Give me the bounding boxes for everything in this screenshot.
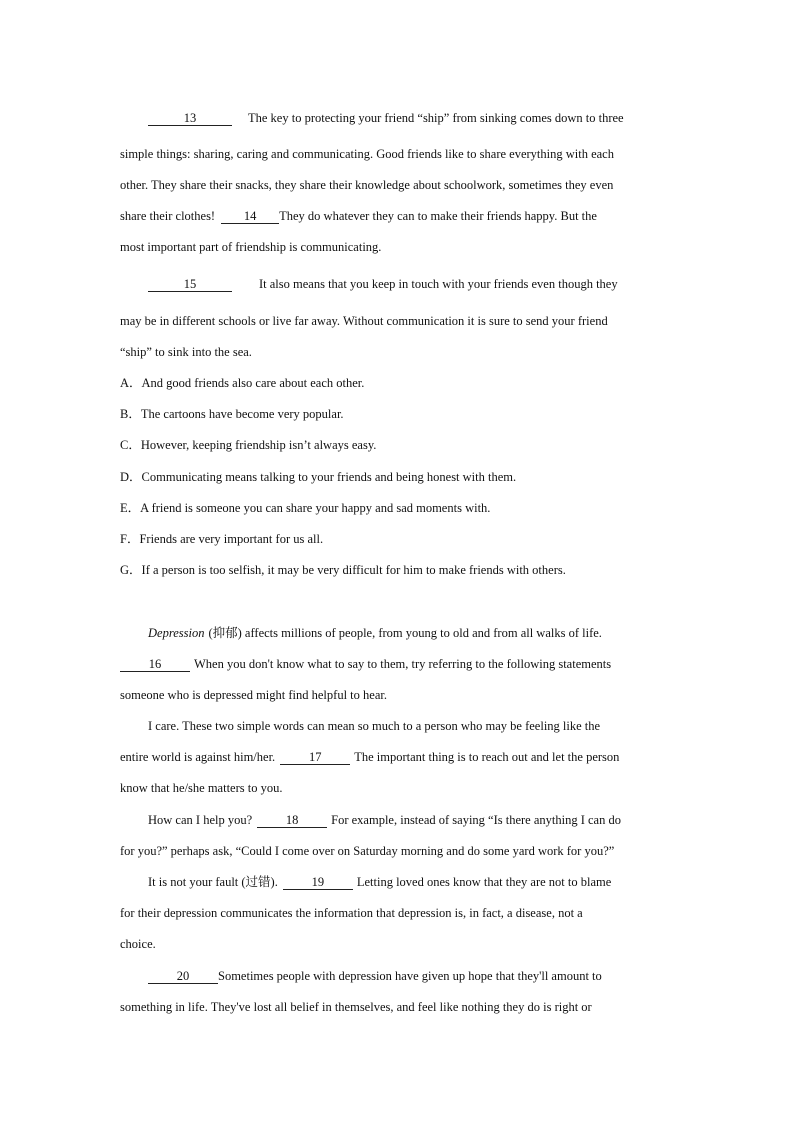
option-c bbox=[120, 437, 376, 453]
fault-line-1 bbox=[148, 874, 611, 890]
option-text: Friends are very important for us all. bbox=[139, 532, 324, 546]
text: The key to protecting your friend “ship” from sinking comes down to three bbox=[248, 111, 624, 125]
paragraph-15-line-3: “ship” to sink into the sea. bbox=[120, 345, 252, 359]
option-letter: F． bbox=[120, 532, 140, 546]
text: Letting loved ones know that they are not to blame bbox=[356, 875, 612, 889]
text: (抑郁) affects millions of people, from young to old and from all walks of life. bbox=[208, 626, 602, 640]
text: entire world is against him/her. bbox=[120, 750, 276, 764]
paragraph-13-line-5: most important part of friendship is communicating. bbox=[120, 240, 382, 254]
option-text: A friend is someone you can share your happy and sad moments with. bbox=[140, 501, 491, 515]
depression-intro-line-1 bbox=[148, 625, 602, 641]
i-care-line-1: I care. These two simple words can mean so much to a person who may be feeling like the bbox=[148, 719, 601, 733]
paragraph-15-line-2: may be in different schools or live far away. Without communication it is sure to send your friend bbox=[120, 314, 608, 328]
hope-line-2: something in life. They've lost all belief in themselves, and feel like nothing they do is right or bbox=[120, 1000, 592, 1014]
fault-line-3: choice. bbox=[120, 937, 156, 951]
option-b bbox=[120, 406, 344, 422]
depression-intro-line-2 bbox=[120, 656, 611, 672]
text: It also means that you keep in touch with your friends even though they bbox=[259, 277, 618, 291]
answer-blank-19[interactable]: 19 bbox=[283, 875, 353, 890]
option-letter: B． bbox=[120, 407, 141, 421]
help-line-1 bbox=[148, 812, 621, 828]
i-care-line-2 bbox=[120, 749, 619, 765]
option-g bbox=[120, 562, 566, 578]
answer-blank-15[interactable]: 15 bbox=[148, 277, 232, 292]
option-f bbox=[120, 531, 323, 547]
text: When you don't know what to say to them, try referring to the following statements bbox=[194, 657, 612, 671]
term-depression: Depression bbox=[148, 626, 205, 640]
option-letter: A． bbox=[120, 376, 142, 390]
option-letter: E． bbox=[120, 501, 141, 515]
option-text: However, keeping friendship isn’t always easy. bbox=[140, 438, 377, 452]
paragraph-13-line-3: other. They share their snacks, they share their knowledge about schoolwork, sometimes they even bbox=[120, 178, 614, 192]
hope-line-1 bbox=[148, 968, 602, 984]
option-a bbox=[120, 375, 364, 391]
text: They do whatever they can to make their friends happy. But the bbox=[279, 209, 597, 223]
text: For example, instead of saying “Is there anything I can do bbox=[331, 813, 621, 827]
text: The important thing is to reach out and let the person bbox=[354, 750, 620, 764]
option-letter: C． bbox=[120, 438, 141, 452]
text: How can I help you? bbox=[148, 813, 253, 827]
text: share their clothes! bbox=[120, 209, 216, 223]
text: It is not your fault (过错). bbox=[148, 875, 278, 889]
option-d bbox=[120, 469, 516, 485]
option-e bbox=[120, 500, 490, 516]
depression-intro-line-3: someone who is depressed might find helpful to hear. bbox=[120, 688, 387, 702]
option-text: If a person is too selfish, it may be very difficult for him to make friends with others. bbox=[141, 563, 566, 577]
answer-blank-14[interactable]: 14 bbox=[221, 209, 279, 224]
answer-blank-18[interactable]: 18 bbox=[257, 813, 327, 828]
paragraph-13-line-1 bbox=[148, 110, 624, 126]
answer-blank-16[interactable]: 16 bbox=[120, 657, 190, 672]
answer-blank-17[interactable]: 17 bbox=[280, 750, 350, 765]
paragraph-13-line-2: simple things: sharing, caring and communicating. Good friends like to share everything with each bbox=[120, 147, 614, 161]
fault-line-2: for their depression communicates the information that depression is, in fact, a disease, not a bbox=[120, 906, 583, 920]
text: Sometimes people with depression have given up hope that they'll amount to bbox=[218, 969, 602, 983]
option-text: The cartoons have become very popular. bbox=[140, 407, 344, 421]
option-text: Communicating means talking to your friends and being honest with them. bbox=[141, 470, 517, 484]
option-letter: D． bbox=[120, 470, 142, 484]
i-care-line-3: know that he/she matters to you. bbox=[120, 781, 283, 795]
help-line-2: for you?” perhaps ask, “Could I come over on Saturday morning and do some yard work for you?” bbox=[120, 844, 615, 858]
option-letter: G． bbox=[120, 563, 142, 577]
paragraph-15-line-1 bbox=[148, 276, 618, 292]
option-text: And good friends also care about each other. bbox=[141, 376, 365, 390]
paragraph-13-line-4 bbox=[120, 208, 597, 224]
answer-blank-13[interactable]: 13 bbox=[148, 111, 232, 126]
answer-blank-20[interactable]: 20 bbox=[148, 969, 218, 984]
